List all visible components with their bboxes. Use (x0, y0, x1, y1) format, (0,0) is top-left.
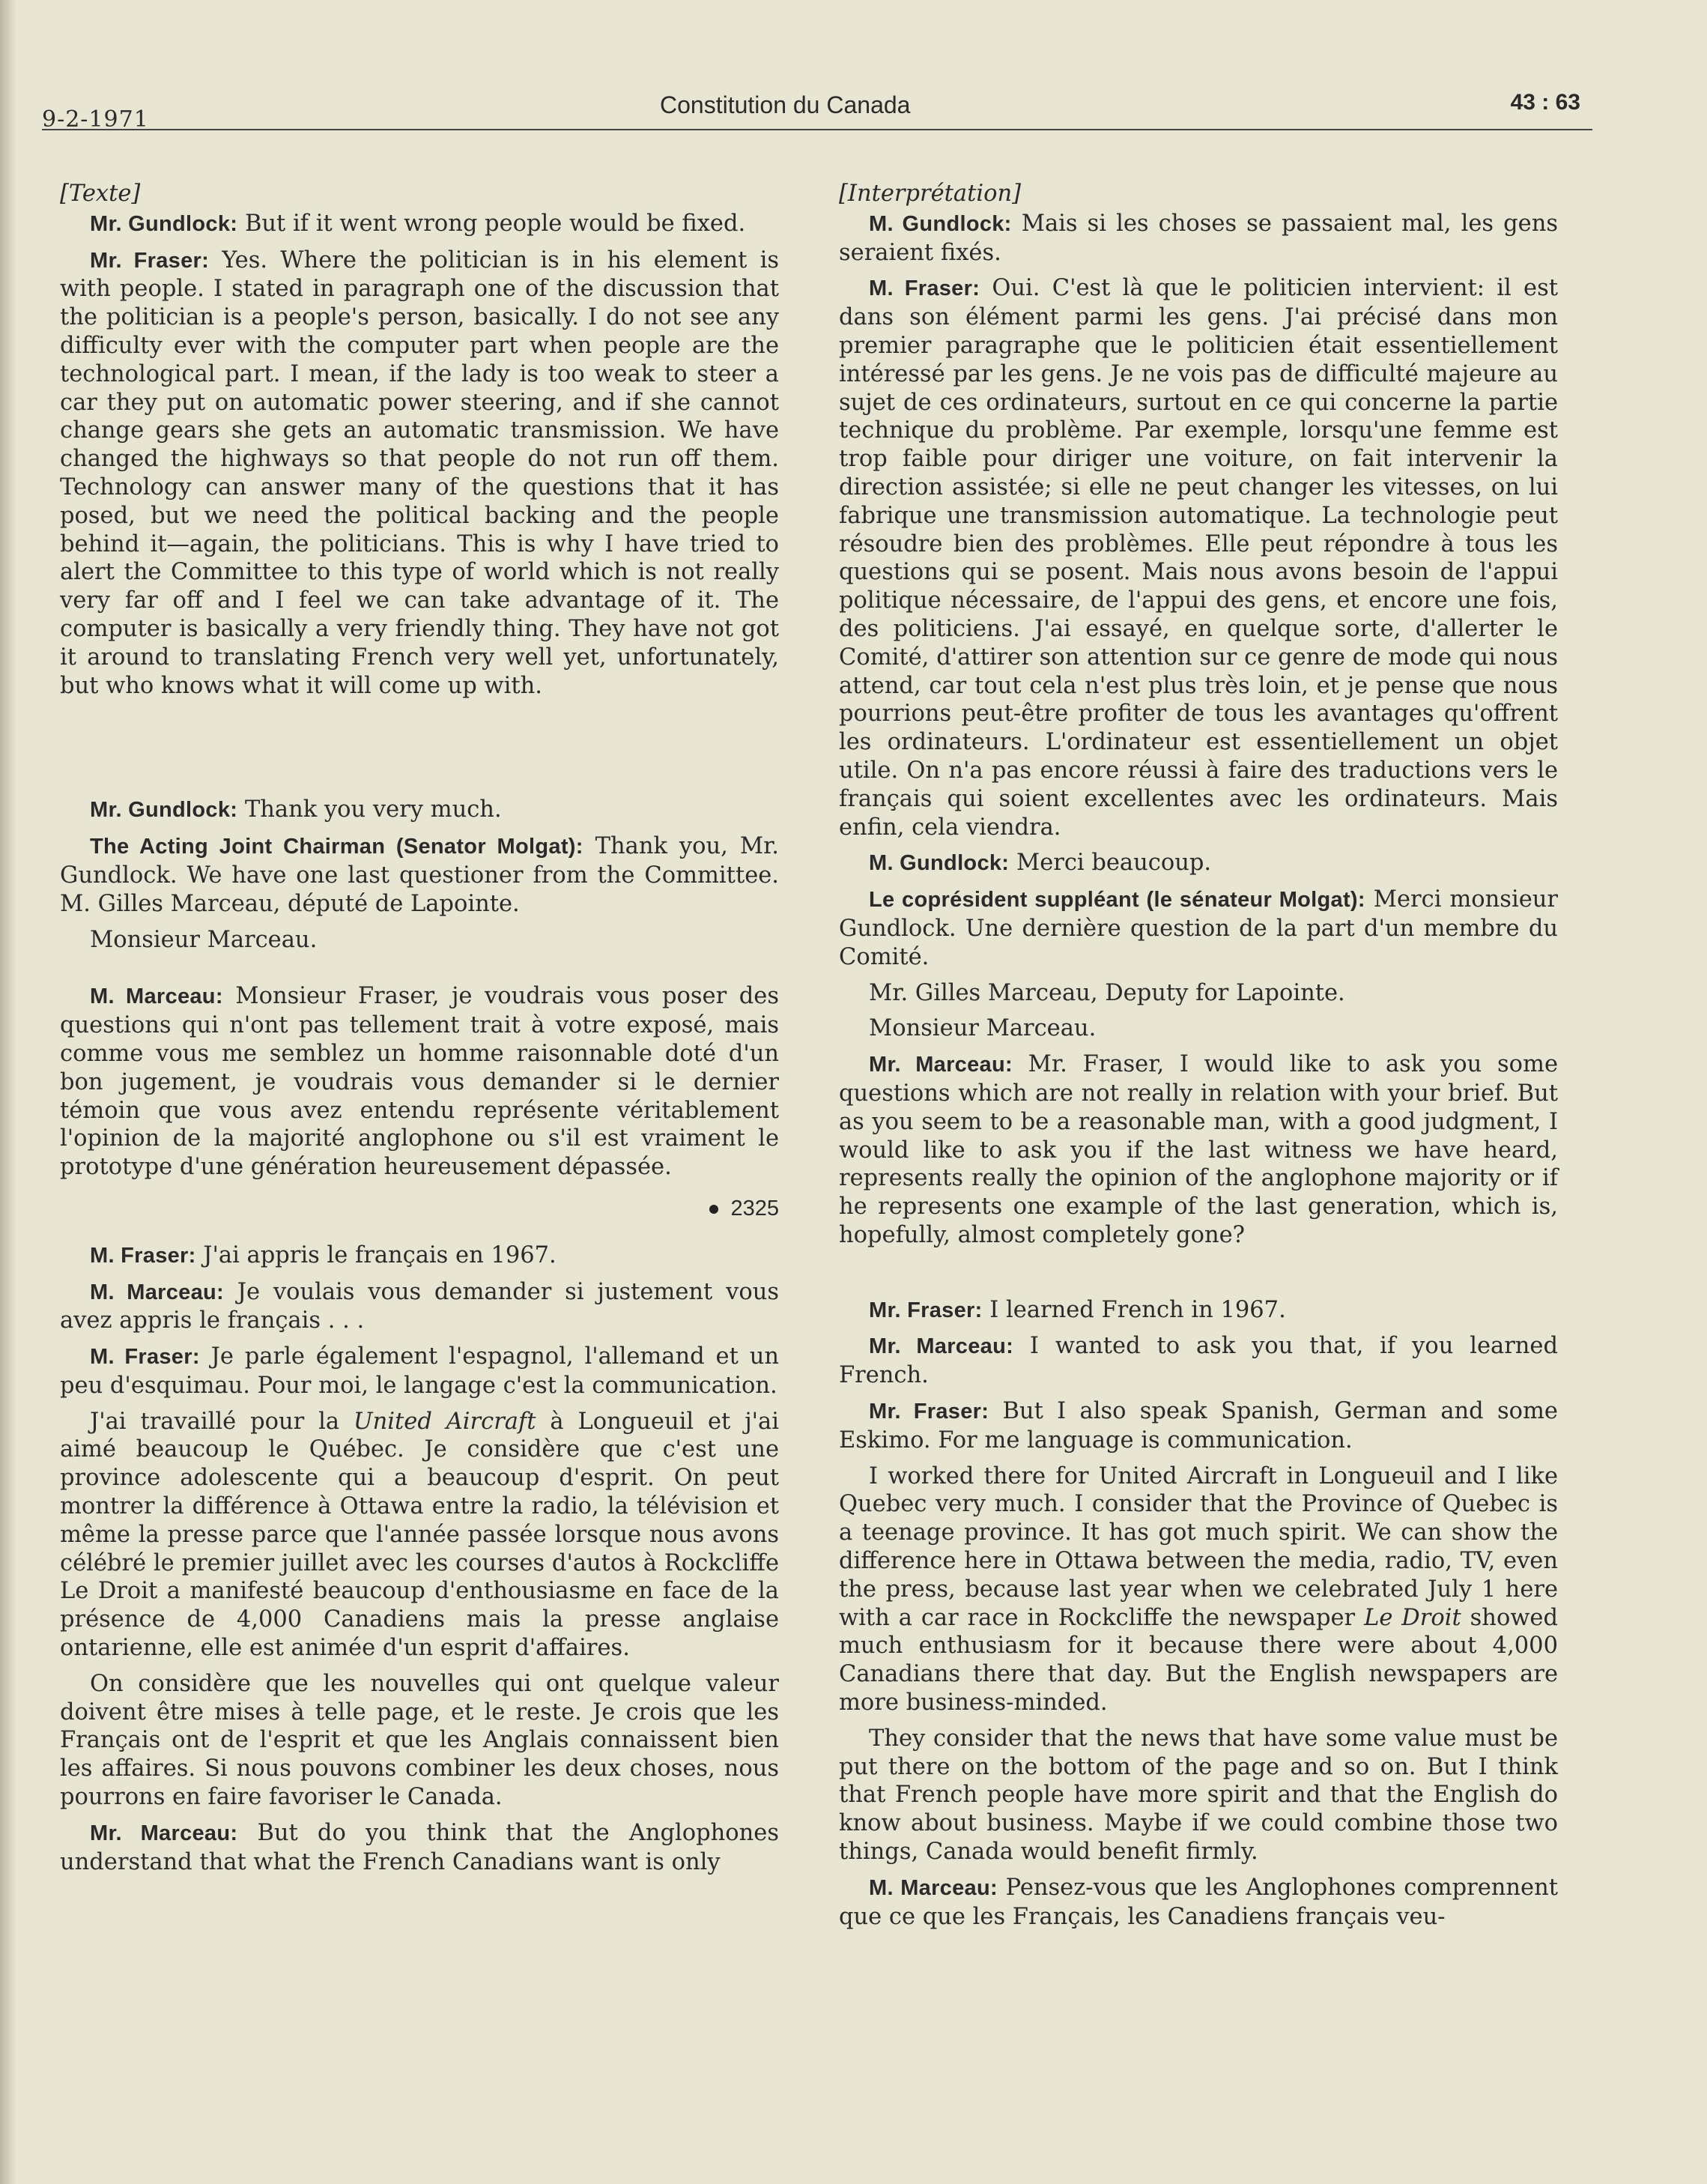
paragraph (839, 1332, 1558, 1390)
speech-text: I wanted to ask you that, if you learned French. (839, 1333, 1558, 1389)
speech-text: Je parle également l'espagnol, l'allemand et un peu d'esquimau. Pour moi, le langage c'est la communication. (60, 1343, 779, 1399)
spacer (60, 961, 779, 982)
paragraph: They consider that the news that have some value must be put there on the bottom of the page and so on. But I think that French people have more spirit and that the English do know about business. Maybe if we could combine those two things, Canada would benefit firmly. (839, 1725, 1558, 1866)
header-date: 9-2-1971 (42, 106, 149, 133)
speaker-name: Mr. Gundlock: (90, 798, 238, 823)
paragraph (60, 210, 779, 239)
language-label-interpretation: [Interprétation] (839, 181, 1021, 207)
paragraph: Mr. Gilles Marceau, Deputy for Lapointe. (869, 979, 1345, 1006)
speaker-name: Mr. Marceau: (869, 1334, 1014, 1359)
paragraph (60, 1278, 779, 1336)
speaker-name: M. Marceau: (90, 984, 223, 1009)
bullet-icon (709, 1205, 718, 1214)
speech-text: But if it went wrong people would be fixed. (237, 210, 746, 237)
paragraph (60, 1241, 779, 1271)
speaker-name: M. Marceau: (869, 1875, 998, 1900)
speech-text: I worked there for United Aircraft in Longueuil and I like Quebec very much. I consider that the Province of Quebec is a teenage province. It has got much spirit. We can show the difference here in Ottawa between the media, radio, TV, even the press, because last year when we celebrated July 1 here with a car race in Rockcliffe the newspaper (839, 1462, 1558, 1631)
paragraph (60, 1408, 779, 1663)
page-edge-shadow (0, 0, 16, 2184)
italic-text: United Aircraft (353, 1408, 536, 1435)
speech-text: J'ai travaillé pour la (90, 1408, 354, 1435)
speech-text: showed much enthusiasm for it because there were about 4,000 Canadians there that day. But the English newspapers are more business-minded. (839, 1604, 1558, 1716)
paragraph: Monsieur Marceau. (869, 1015, 1097, 1042)
time-marker (60, 1195, 779, 1223)
speaker-name: M. Fraser: (90, 1345, 200, 1370)
speech-text: Merci beaucoup. (1009, 850, 1212, 877)
paragraph (839, 1462, 1558, 1717)
speech-text: Monsieur Fraser, je voudrais vous poser des questions qui n'ont pas tellement trait à votre exposé, mais comme vous me semblez un homme raisonnable doté d'un bon jugement, je voudrais vous demander si le dernier témoin que vous avez entendu représente véritablement l'opinion de la majorité anglophone ou s'il est vraiment le prototype d'une génération heureusement dépassée. (60, 983, 779, 1181)
running-header (42, 87, 1592, 133)
paragraph (839, 1874, 1558, 1932)
speech-text: Mr. Fraser, I would like to ask you some questions which are not really in relation with your brief. But as you seem to be a reasonable man, with a good judgment, I would like to ask you if the last witness we have heard, represents really the opinion of the anglophone majority or if he represents one example of the last generation, which is, hopefully, almost completely gone? (839, 1051, 1558, 1248)
speech-text: J'ai appris le français en 1967. (195, 1241, 557, 1268)
left-column (60, 180, 779, 1884)
speaker-name: M. Gundlock: (869, 211, 1012, 236)
speaker-name: Le coprésident suppléant (le sénateur Molgat): (869, 888, 1365, 913)
speaker-name: Mr. Marceau: (869, 1053, 1013, 1077)
spacer (839, 1257, 1558, 1296)
speaker-name: M. Fraser: (90, 1243, 196, 1268)
speaker-name: M. Gundlock: (869, 851, 1010, 876)
paragraph (60, 832, 779, 918)
speaker-name: Mr. Fraser: (869, 1400, 989, 1424)
paragraph (60, 246, 779, 701)
speech-text: à Longueuil et j'ai aimé beaucoup le Québec. Je considère que c'est une province adolescente qui a beaucoup d'esprit. On peut montrer la différence à Ottawa entre la radio, la télévision et même la presse parce que l'année passée lorsque nous avons célébré le premier juillet avec les courses d'autos à Rockcliffe Le Droit a manifesté beaucoup d'enthousiasme en face de la présence de 4,000 Canadiens mais la presse anglaise ontarienne, elle est animée d'un esprit d'affaires. (60, 1408, 779, 1662)
paragraph (60, 982, 779, 1182)
right-column (839, 180, 1558, 1938)
paragraph (839, 849, 1558, 878)
speaker-name: Mr. Marceau: (90, 1821, 238, 1845)
speaker-name: Mr. Fraser: (869, 1298, 983, 1322)
speech-text: But do you think that the Anglophones understand that what the French Canadians want is only (60, 1819, 780, 1875)
paragraph: Monsieur Marceau. (90, 926, 318, 953)
paragraph (839, 886, 1558, 971)
speech-text: Je voulais vous demander si justement vous avez appris le français . . . (60, 1278, 779, 1334)
speech-text: Mais si les choses se passaient mal, les gens seraient fixés. (839, 210, 1558, 266)
paragraph (839, 1296, 1558, 1325)
language-label-texte: [Texte] (60, 181, 141, 207)
speech-text: Thank you, Mr. Gundlock. We have one last questioner from the Committee. M. Gilles Marceau, député de Lapointe. (60, 833, 779, 917)
speaker-name: Mr. Gundlock: (90, 211, 238, 236)
speaker-name: M. Marceau: (90, 1280, 224, 1304)
paragraph (60, 1343, 779, 1400)
header-title: Constitution du Canada (660, 91, 911, 118)
speech-text: But I also speak Spanish, German and some Eskimo. For me language is communication. (839, 1398, 1558, 1454)
speech-text: Yes. Where the politician is in his element is with people. I stated in paragraph one of the discussion that the politician is a people's person, basically. I do not see any difficulty ever with the computer part when people are the technological part. I mean, if the lady is too weak to steer a car they put on automatic power steering, and if she cannot change gears she gets an automatic transmission. We have changed the highways so that people do not run off them. Technology can answer many of the questions that it has posed, but we need the political backing and the people behind it—again, the politicians. This is why I have tried to alert the Committee to this type of world which is not really very far off and I feel we can take advantage of it. The computer is basically a very friendly thing. They have not got it around to translating French very well yet, unfortunately, but who knows what it will come up with. (60, 246, 779, 699)
paragraph (60, 796, 779, 825)
speaker-name: M. Fraser: (869, 276, 980, 301)
paragraph (839, 1397, 1558, 1455)
italic-text: Le Droit (1364, 1604, 1461, 1631)
speech-text: Thank you very much. (237, 796, 502, 823)
speech-text: Pensez-vous que les Anglophones comprennent que ce que les Français, les Canadiens français veu- (839, 1874, 1558, 1930)
header-page-number: 43 : 63 (1510, 90, 1580, 115)
spacer (60, 707, 779, 796)
speaker-name: The Acting Joint Chairman (Senator Molgat): (90, 835, 583, 859)
speech-text: I learned French in 1967. (982, 1296, 1286, 1323)
speech-text: Merci monsieur Gundlock. Une dernière question de la part d'un membre du Comité. (839, 886, 1558, 970)
paragraph: On considère que les nouvelles qui ont quelque valeur doivent être mises à telle page, et le reste. Je crois que les Français ont de l'esprit et que les Anglais connaissent bien les affaires. Si nous pouvons combiner les deux choses, nous pourrons en faire favoriser le Canada. (60, 1670, 779, 1811)
time-marker-value: 2325 (730, 1196, 779, 1220)
paragraph (839, 1050, 1558, 1250)
speaker-name: Mr. Fraser: (90, 248, 210, 273)
speech-text: Oui. C'est là que le politicien intervient: il est dans son élément parmi les gens. J'ai précisé dans mon premier paragraphe que le politicien était essentiellement intéressé par les gens. Je ne vois pas de difficulté majeure au sujet de ces ordinateurs, surtout en ce qui concerne la partie technique du problème. Par exemple, lorsqu'une femme est trop faible pour diriger une voiture, on fait intervenir la direction assistée; si elle ne peut changer les vitesses, on lui fabrique une transmission automatique. La technologie peut résoudre bien des problèmes. Elle peut répondre à tous les questions qui se posent. Mais nous avons besoin de l'appui politique nécessaire, de l'appui des gens, et encore une fois, des politiciens. J'ai essayé, en quelque sorte, d'allerter le Comité, d'attirer son attention sur ce genre de mode qui nous attend, car tout cela n'est plus très loin, et je pense que nous pourrions peut-être profiter de tous les avantages qu'offrent les ordinateurs. L'ordinateur est essentiellement un objet utile. On n'a pas encore réussi à faire des traductions vers le français qui soient excellentes avec les ordinateurs. Mais enfin, cela viendra. (839, 275, 1558, 841)
paragraph (839, 274, 1558, 841)
paragraph (839, 210, 1558, 267)
paragraph (60, 1819, 779, 1877)
